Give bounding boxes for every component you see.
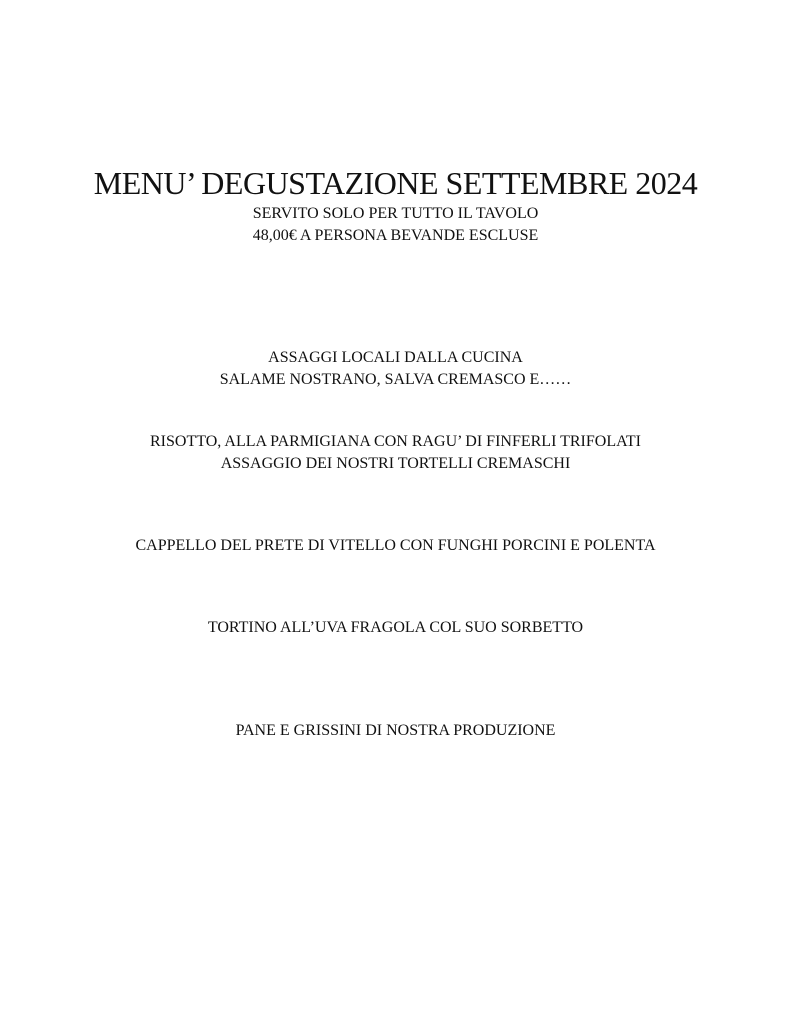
course-dessert	[0, 617, 791, 639]
course-line: CAPPELLO DEL PRETE DI VITELLO CON FUNGHI PORCINI E POLENTA	[135, 537, 656, 554]
service-info	[0, 203, 791, 247]
course-antipasto	[0, 347, 791, 391]
course-primi	[0, 431, 791, 475]
course-line: TORTINO ALL’UVA FRAGOLA COL SUO SORBETTO	[207, 619, 584, 636]
course-secondo	[0, 535, 791, 557]
course-line: ASSAGGIO DEI NOSTRI TORTELLI CREMASCHI	[220, 455, 571, 472]
course-bread	[0, 720, 791, 742]
course-line: PANE E GRISSINI DI NOSTRA PRODUZIONE	[235, 722, 556, 739]
price-note: 48,00€ A PERSONA BEVANDE ESCLUSE	[252, 227, 539, 244]
course-line: ASSAGGI LOCALI DALLA CUCINA	[268, 349, 523, 366]
service-note: SERVITO SOLO PER TUTTO IL TAVOLO	[252, 205, 539, 222]
page-title: MENU’ DEGUSTAZIONE SETTEMBRE 2024	[93, 165, 698, 202]
course-line: SALAME NOSTRANO, SALVA CREMASCO E……	[219, 371, 572, 388]
course-line: RISOTTO, ALLA PARMIGIANA CON RAGU’ DI FINFERLI TRIFOLATI	[150, 433, 641, 450]
